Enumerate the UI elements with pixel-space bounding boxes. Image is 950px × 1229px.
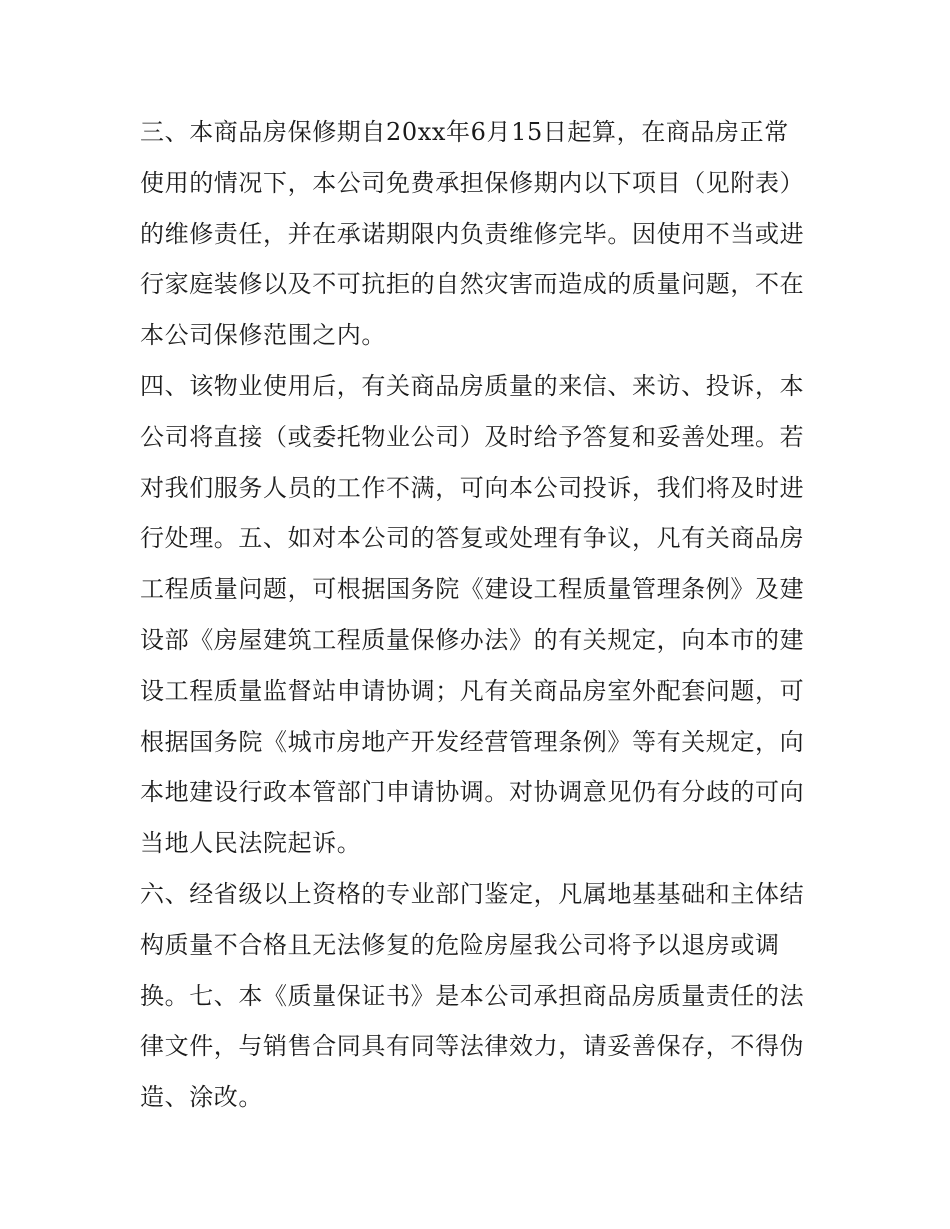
text-line: 四、该物业使用后，有关商品房质量的来信、来访、投诉，本 <box>140 371 805 400</box>
text-line: 公司将直接（或委托物业公司）及时给予答复和妥善处理。若 <box>140 422 805 451</box>
text-line: 行家庭装修以及不可抗拒的自然灾害而造成的质量问题，不在 <box>140 270 805 299</box>
text-line: 本地建设行政本管部门申请协调。对协调意见仍有分歧的可向 <box>140 778 805 807</box>
text-line: 本公司保修范围之内。 <box>140 321 386 350</box>
text-line: 对我们服务人员的工作不满，可向本公司投诉，我们将及时进 <box>140 473 805 502</box>
text-line: 律文件，与销售合同具有同等法律效力，请妥善保存，不得伪 <box>140 1032 805 1061</box>
text-line: 造、涂改。 <box>140 1083 263 1112</box>
text-line: 根据国务院《城市房地产开发经营管理条例》等有关规定，向 <box>140 727 805 756</box>
text-line: 的维修责任，并在承诺期限内负责维修完毕。因使用不当或进 <box>140 219 805 248</box>
text-line: 换。七、本《质量保证书》是本公司承担商品房质量责任的法 <box>140 981 805 1010</box>
text-line: 工程质量问题，可根据国务院《建设工程质量管理条例》及建 <box>140 575 805 604</box>
text-line: 设部《房屋建筑工程质量保修办法》的有关规定，向本市的建 <box>140 625 805 654</box>
document-body <box>140 107 820 1123</box>
text-line: 构质量不合格且无法修复的危险房屋我公司将予以退房或调 <box>140 930 780 959</box>
text-line: 当地人民法院起诉。 <box>140 829 362 858</box>
text-line: 行处理。五、如对本公司的答复或处理有争议，凡有关商品房 <box>140 524 805 553</box>
text-line: 三、本商品房保修期自20xx年6月15日起算，在商品房正常 <box>140 118 789 146</box>
text-line: 使用的情况下，本公司免费承担保修期内以下项目（见附表） <box>140 168 805 197</box>
text-line: 六、经省级以上资格的专业部门鉴定，凡属地基基础和主体结 <box>140 879 805 908</box>
text-line: 设工程质量监督站申请协调；凡有关商品房室外配套问题，可 <box>140 676 805 705</box>
